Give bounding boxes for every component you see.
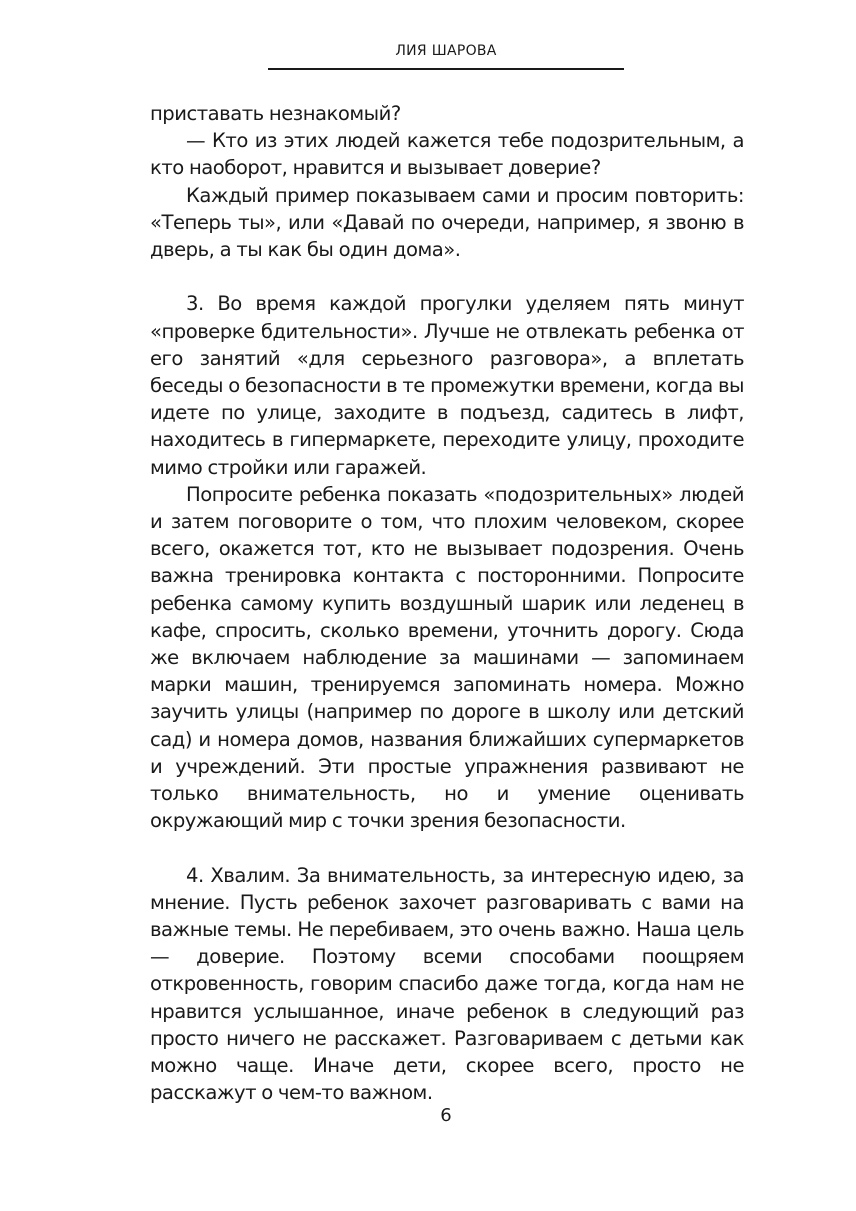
paragraph: Каждый пример показываем сами и просим повторить: «Теперь ты», или «Давай по очереди, например, я звоню в дверь, а ты как бы один дома». [150,183,744,262]
header-rule [268,68,624,70]
page-number: 6 [440,1105,452,1126]
paragraph: 4. Хвалим. За внимательность, за интересную идею, за мнение. Пусть ребенок захочет разговаривать с вами на важные темы. Не перебиваем, это очень важно. Наша цель — доверие. Поэтому всеми способами поощряем откровенность, говорим спасибо даже тогда, когда нам не нравится услышанное, иначе ребенок в следующий раз просто ничего не расскажет. Разговариваем с детьми как можно чаще. Иначе дети, скорее всего, просто не расскажут о чем-то важном. [150,863,744,1105]
paragraph: приставать незнакомый? [150,102,401,125]
body-text [150,100,744,1106]
running-header: ЛИЯ ШАРОВА [395,43,497,59]
paragraph: 3. Во время каждой прогулки уделяем пять минут «проверке бдительности». Лучше не отвлекать ребенка от его занятий «для серьезного разговора», а вплетать беседы о безопасности в те промежутки времени, когда вы идете по улице, заходите в подъезд, садитесь в лифт, находитесь в гипермаркете, переходите улицу, проходите мимо стройки или гаражей. [150,292,744,479]
paragraph: Попросите ребенка показать «подозрительных» людей и затем поговорите о том, что плохим человеком, скорее всего, окажется тот, кто не вызывает подозрения. Очень важна тренировка контакта с посторонними. Попросите ребенка самому купить воздушный шарик или леденец в кафе, спросить, сколько времени, уточнить дорогу. Сюда же включаем наблюдение за машинами — запоминаем марки машин, тренируемся запоминать номера. Можно заучить улицы (например по дороге в школу или детский сад) и номера домов, названия ближайших супермаркетов и учреждений. Эти простые упражнения развивают не только внимательность, но и умение оценивать окружающий мир с точки зрения безопасности. [150,482,744,833]
paragraph: — Кто из этих людей кажется тебе подозрительным, а кто наоборот, нравится и вызывает доверие? [150,129,744,180]
